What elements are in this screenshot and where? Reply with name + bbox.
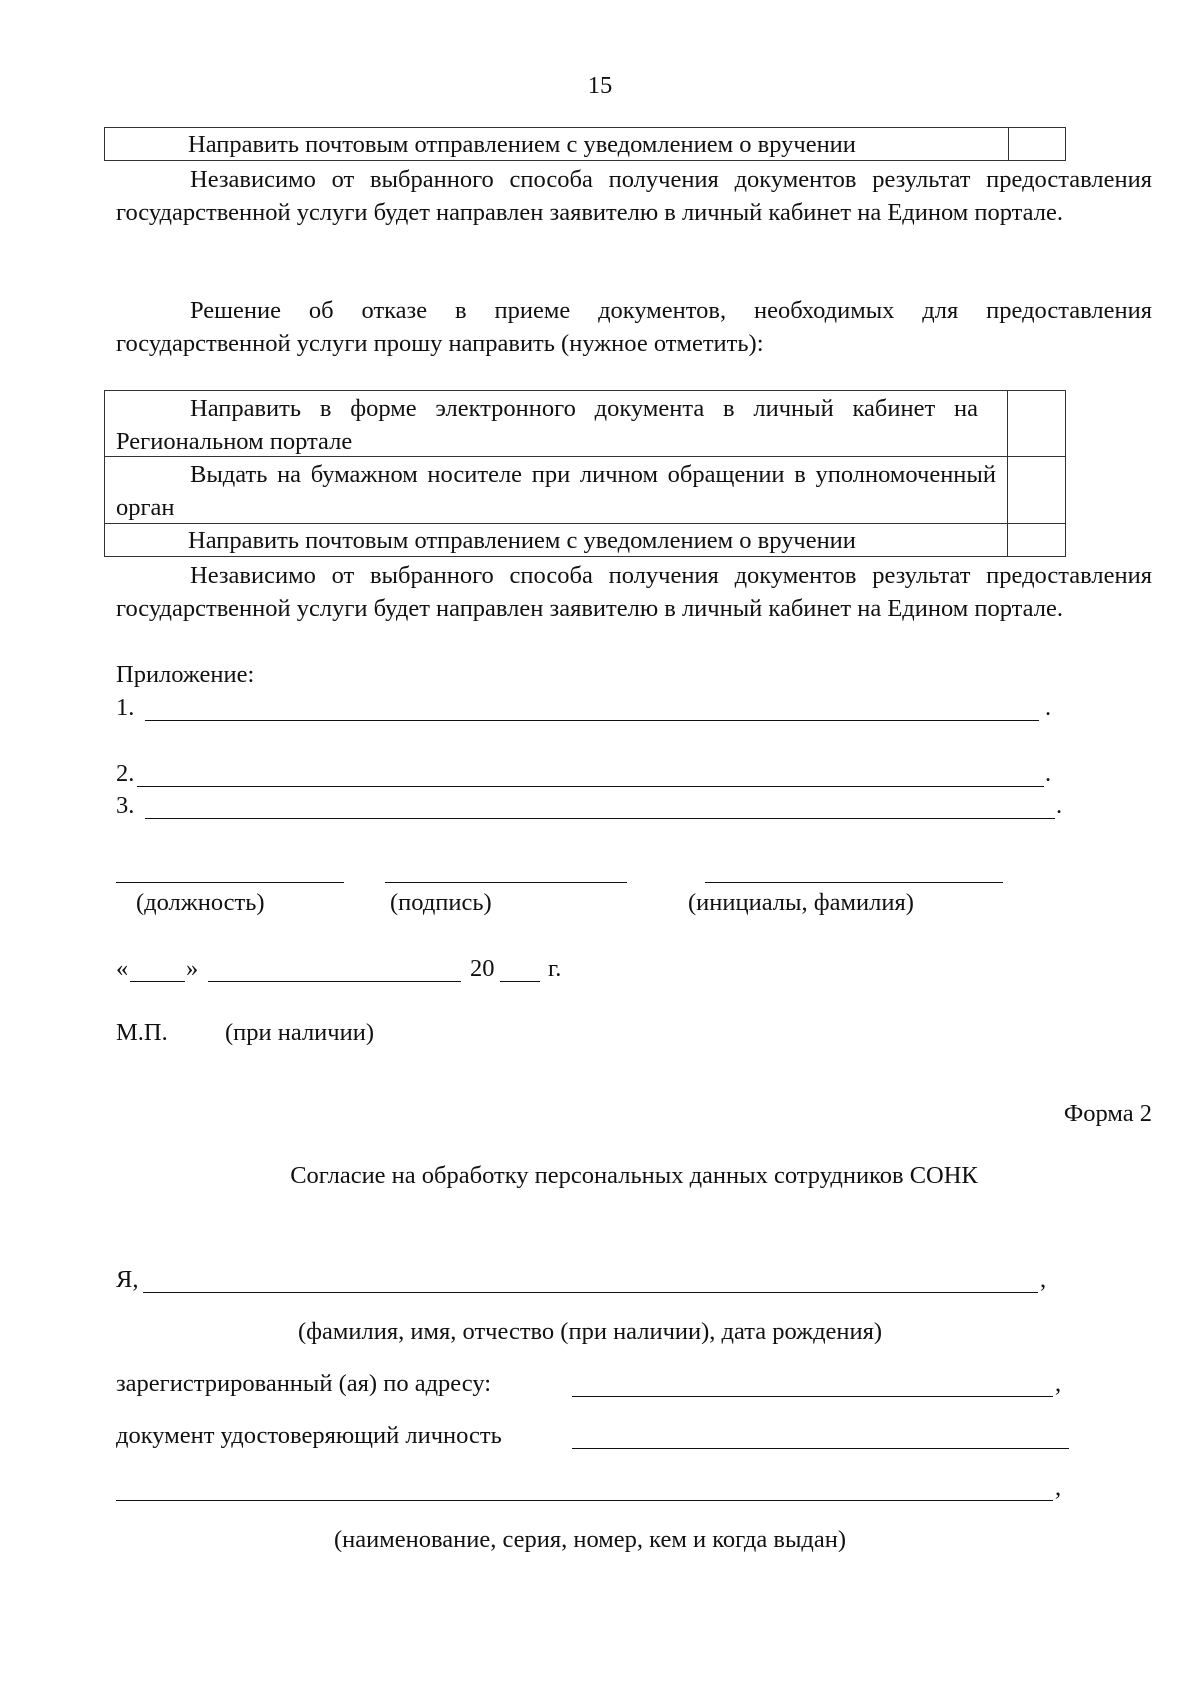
checkbox-cell[interactable] <box>1008 127 1066 161</box>
table2-option-electronic: Направить в форме электронного документа в личный кабинет на Региональном портале <box>116 395 978 455</box>
consent-comma-3: , <box>1055 1474 1062 1501</box>
attachment-line-3[interactable] <box>145 818 1055 819</box>
name-line[interactable] <box>705 882 1003 883</box>
signature-line[interactable] <box>385 882 627 883</box>
date-year-prefix: 20 <box>470 955 495 982</box>
checkbox-cell-paper[interactable] <box>1008 457 1065 522</box>
address-label: зарегистрированный (ая) по адресу: <box>116 1370 492 1397</box>
position-line[interactable] <box>116 882 344 883</box>
date-open-quote: « <box>116 955 129 982</box>
attachment-number-3: 3. <box>116 792 135 819</box>
id-document-line-2[interactable] <box>116 1500 1053 1501</box>
attachment-end-1: . <box>1045 694 1052 721</box>
attachment-line-1[interactable] <box>145 720 1039 721</box>
table2-option-paper: Выдать на бумажном носителе при личном обращении в уполномоченный орган <box>116 461 996 521</box>
signature-caption: (подпись) <box>390 889 492 916</box>
paragraph-refusal-request: Решение об отказе в приеме документов, необходимых для предоставления государственной услуги прошу направить (нужное отметить): <box>116 297 1152 357</box>
checkbox-cell-electronic[interactable] <box>1008 391 1065 456</box>
page-number: 15 <box>587 72 613 99</box>
stamp-note: (при наличии) <box>225 1019 374 1046</box>
attachment-end-3: . <box>1056 792 1063 819</box>
table2-option-post: Направить почтовым отправлением с уведомлением о вручении <box>188 527 856 554</box>
date-year-line[interactable] <box>500 981 540 982</box>
date-month-line[interactable] <box>208 981 461 982</box>
form-label: Форма 2 <box>1063 1100 1152 1127</box>
attachment-number-1: 1. <box>116 694 135 721</box>
attachment-line-2[interactable] <box>137 786 1044 787</box>
attachment-end-2: . <box>1045 760 1052 787</box>
consent-comma-1: , <box>1040 1266 1047 1293</box>
id-document-line[interactable] <box>572 1448 1069 1449</box>
paragraph-result-notice-1: Независимо от выбранного способа получения документов результат предоставления государственной услуги будет направлен заявителю в личный кабинет на Едином портале. <box>116 166 1152 226</box>
address-line[interactable] <box>572 1396 1053 1397</box>
id-document-label: документ удостоверяющий личность <box>116 1422 502 1449</box>
consent-title: Согласие на обработку персональных данных сотрудников СОНК <box>290 1162 978 1189</box>
date-close-quote: » <box>186 955 199 982</box>
fio-line[interactable] <box>143 1292 1038 1293</box>
table1-option-post: Направить почтовым отправлением с уведомлением о вручении <box>188 131 856 158</box>
date-year-suffix: г. <box>548 955 562 982</box>
consent-i-label: Я, <box>116 1266 139 1293</box>
date-day-line[interactable] <box>130 981 185 982</box>
consent-comma-2: , <box>1055 1370 1062 1397</box>
paragraph-result-notice-2: Независимо от выбранного способа получения документов результат предоставления государственной услуги будет направлен заявителю в личный кабинет на Едином портале. <box>116 562 1152 622</box>
stamp-label: М.П. <box>116 1019 168 1046</box>
attachments-label: Приложение: <box>116 661 255 688</box>
fio-caption: (фамилия, имя, отчество (при наличии), дата рождения) <box>298 1318 883 1345</box>
name-caption: (инициалы, фамилия) <box>688 889 914 916</box>
attachment-number-2: 2. <box>116 760 135 787</box>
id-document-caption: (наименование, серия, номер, кем и когда выдан) <box>334 1526 847 1553</box>
position-caption: (должность) <box>136 889 265 916</box>
checkbox-cell-post[interactable] <box>1008 524 1065 556</box>
